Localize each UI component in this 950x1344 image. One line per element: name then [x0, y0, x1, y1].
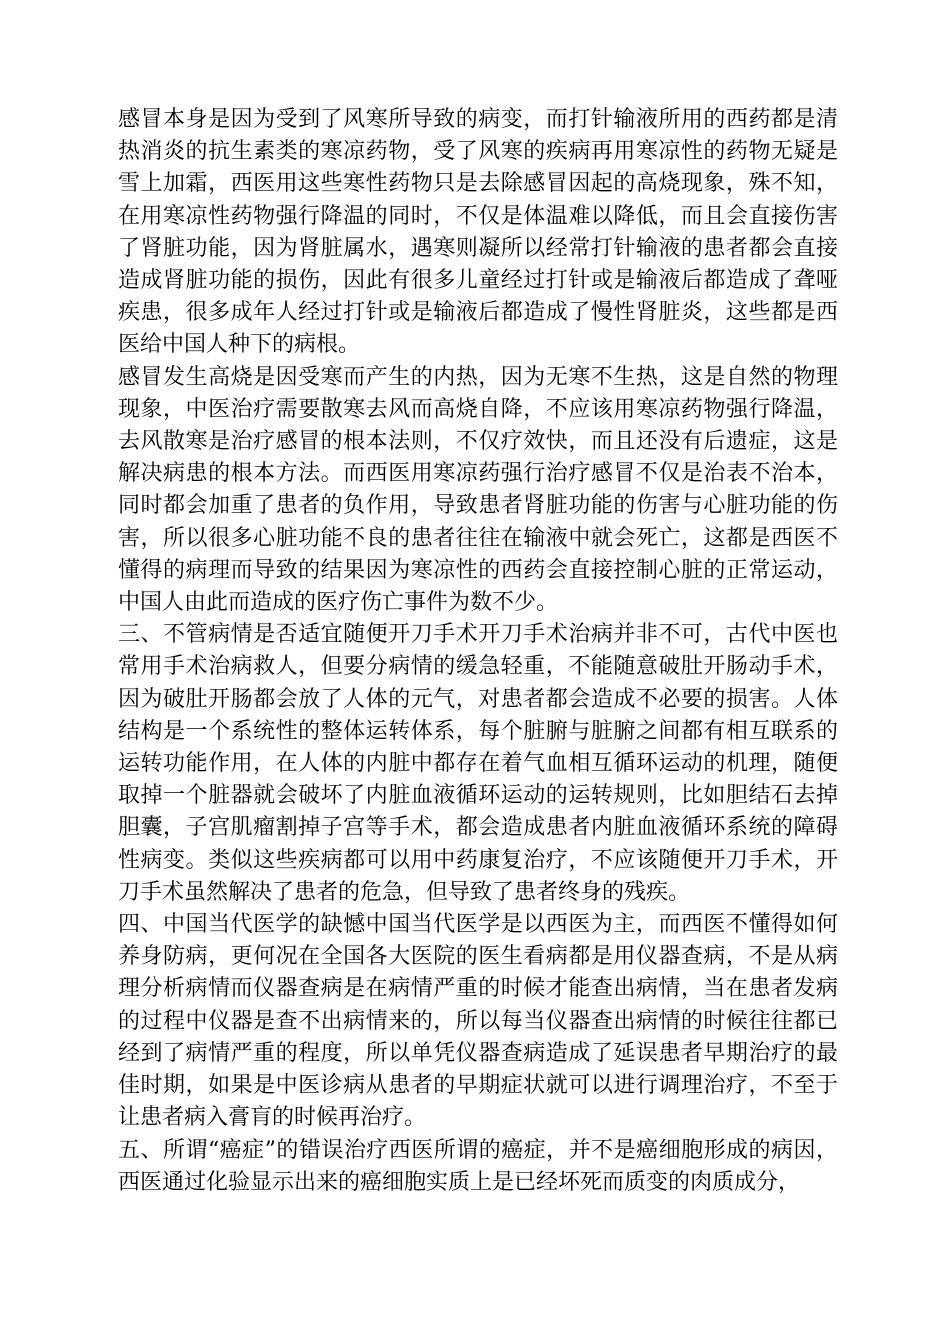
- paragraph-cold-causes: 感冒本身是因为受到了风寒所导致的病变，而打针输液所用的西药都是清热消炎的抗生素类的寒凉药物，受了风寒的疾病再用寒凉性的药物无疑是雪上加霜，西医用这些寒性药物只是去除感冒因起的高烧现象，殊不知，在用寒凉性药物强行降温的同时，不仅是体温难以降低，而且会直接伤害了肾脏功能，因为肾脏属水，遇寒则凝所以经常打针输液的患者都会直接造成肾脏功能的损伤，因此有很多儿童经过打针或是输液后都造成了聋哑疾患，很多成年人经过打针或是输液后都造成了慢性肾脏炎，这些都是西医给中国人种下的病根。: [118, 107, 838, 358]
- paragraph-section-four-medicine: 四、中国当代医学的缺憾中国当代医学是以西医为主，而西医不懂得如何养身防病，更何况在全国各大医院的医生看病都是用仪器查病，不是从病理分析病情而仪器查病是在病情严重的时候才能查出病情，当在患者发病的过程中仪器是查不出病情来的，所以每当仪器查出病情的时候往往都已经到了病情严重的程度，所以单凭仪器查病造成了延误患者早期治疗的最佳时期，如果是中医诊病从患者的早期症状就可以进行调理治疗，不至于让患者病入膏肓的时候再治疗。: [118, 912, 838, 1131]
- paragraph-section-three-surgery: 三、不管病情是否适宜随便开刀手术开刀手术治病并非不可，古代中医也常用手术治病救人，但要分病情的缓急轻重，不能随意破肚开肠动手术，因为破肚开肠都会放了人体的元气，对患者都会造成不必要的损害。人体结构是一个系统性的整体运转体系，每个脏腑与脏腑之间都有相互联系的运转功能作用，在人体的内脏中都存在着气血相互循环运动的机理，随便取掉一个脏器就会破坏了内脏血液循环运动的运转规则，比如胆结石去掉胆囊，子宫肌瘤割掉子宫等手术，都会造成患者内脏血液循环系统的障碍性病变。类似这些疾病都可以用中药康复治疗，不应该随便开刀手术，开刀手术虽然解决了患者的危急，但导致了患者终身的残疾。: [118, 622, 838, 905]
- paragraph-fever-treatment: 感冒发生高烧是因受寒而产生的内热，因为无寒不生热，这是自然的物理现象，中医治疗需要散寒去风而高烧自降，不应该用寒凉药物强行降温，去风散寒是治疗感冒的根本法则，不仅疗效快，而且还没有后遗症，这是解决病患的根本方法。而西医用寒凉药强行治疗感冒不仅是治表不治本，同时都会加重了患者的负作用，导致患者肾脏功能的伤害与心脏功能的伤害，所以很多心脏功能不良的患者往往在输液中就会死亡，这都是西医不懂得的病理而导致的结果因为寒凉性的西药会直接控制心脏的正常运动，中国人由此而造成的医疗伤亡事件为数不少。: [118, 364, 838, 616]
- document-body: [118, 104, 838, 1199]
- paragraph-section-five-cancer: 五、所谓“癌症”的错误治疗西医所谓的癌症，并不是癌细胞形成的病因，西医通过化验显示出来的癌细胞实质上是已经坏死而质变的肉质成分，: [118, 1137, 838, 1195]
